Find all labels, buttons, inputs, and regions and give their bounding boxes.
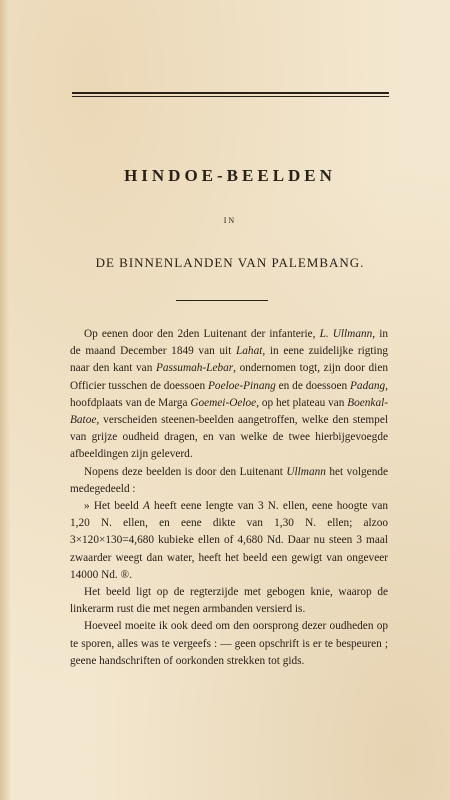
paragraph-5 [70,618,388,670]
top-double-rule [72,92,389,97]
italic-name: Lahat [236,345,263,358]
text-run: Op eenen door den 2den Luitenant der infanterie, [84,328,320,340]
page-title: HINDOE-BEELDEN [124,166,336,185]
italic-name: Padang [350,379,386,392]
text-run: , in eene zuidelijke rigting naar den kant van [70,345,388,375]
paragraph-4 [70,584,388,618]
text-run: en de doessoen [275,379,351,392]
text-run: , in de maand December 1849 van uit [70,328,388,358]
italic-name: A [142,500,150,513]
italic-name: Ullmann [286,465,326,478]
paragraph-3 [70,498,388,584]
page-subtitle: DE BINNENLANDEN VAN PALEMBANG. [95,255,365,270]
paragraph-1 [70,326,388,464]
text-run: het volgende medegedeeld : [70,465,389,495]
italic-name: Boenkal-Batoe [70,396,388,427]
text-run: heeft eene lengte van 3 N. ellen, eene hoogte van 1,20 N. ellen, en eene dikte van 1,30 N. ellen; alzoo 3×120×130=4,680 kubieke ellen of 4,680 Nd. Daar nu steen 3 maal zwaarder weegt dan water, heeft het beeld een gewigt van ongeveer 14000 Nd. ®. [70,500,388,581]
title-connector: IN [223,216,237,225]
text-run: , hoofdplaats van de Marga [70,379,388,409]
text-run: Hoeveel moeite ik ook deed om den oorsprong dezer oudheden op te sporen, alles was te vergeefs : — geen opschrift is er te bespeuren ; geene handschriften of oorkonden strekken tot gids. [70,620,388,667]
text-run: , op het plateau van [256,396,348,409]
italic-name: Goemei-Oeloe [190,396,257,409]
page-spine-shadow [0,0,10,800]
separator-rule [176,300,268,301]
body-text [70,326,388,670]
text-run: , ondernomen togt, zijn door dien Officier tusschen de doessoen [70,362,388,392]
italic-name: L. Ullmann [319,328,373,340]
text-run: Nopens deze beelden is door den Luitenant [84,465,287,478]
text-run: » Het beeld [84,500,143,513]
italic-name: Passumah-Lebar [155,362,234,375]
text-run: Het beeld ligt op de regterzijde met gebogen knie, waarop de linkerarm rust die met negen armbanden versierd is. [70,586,388,616]
text-run: , verscheiden steenen-beelden aangetroffen, welke den stempel van grijze oudheid dragen, en van welke de twee hierbijgevoegde afbeeldingen zijn geleverd. [70,414,388,461]
paragraph-2 [70,464,388,498]
italic-name: Poeloe-Pinang [208,379,276,392]
